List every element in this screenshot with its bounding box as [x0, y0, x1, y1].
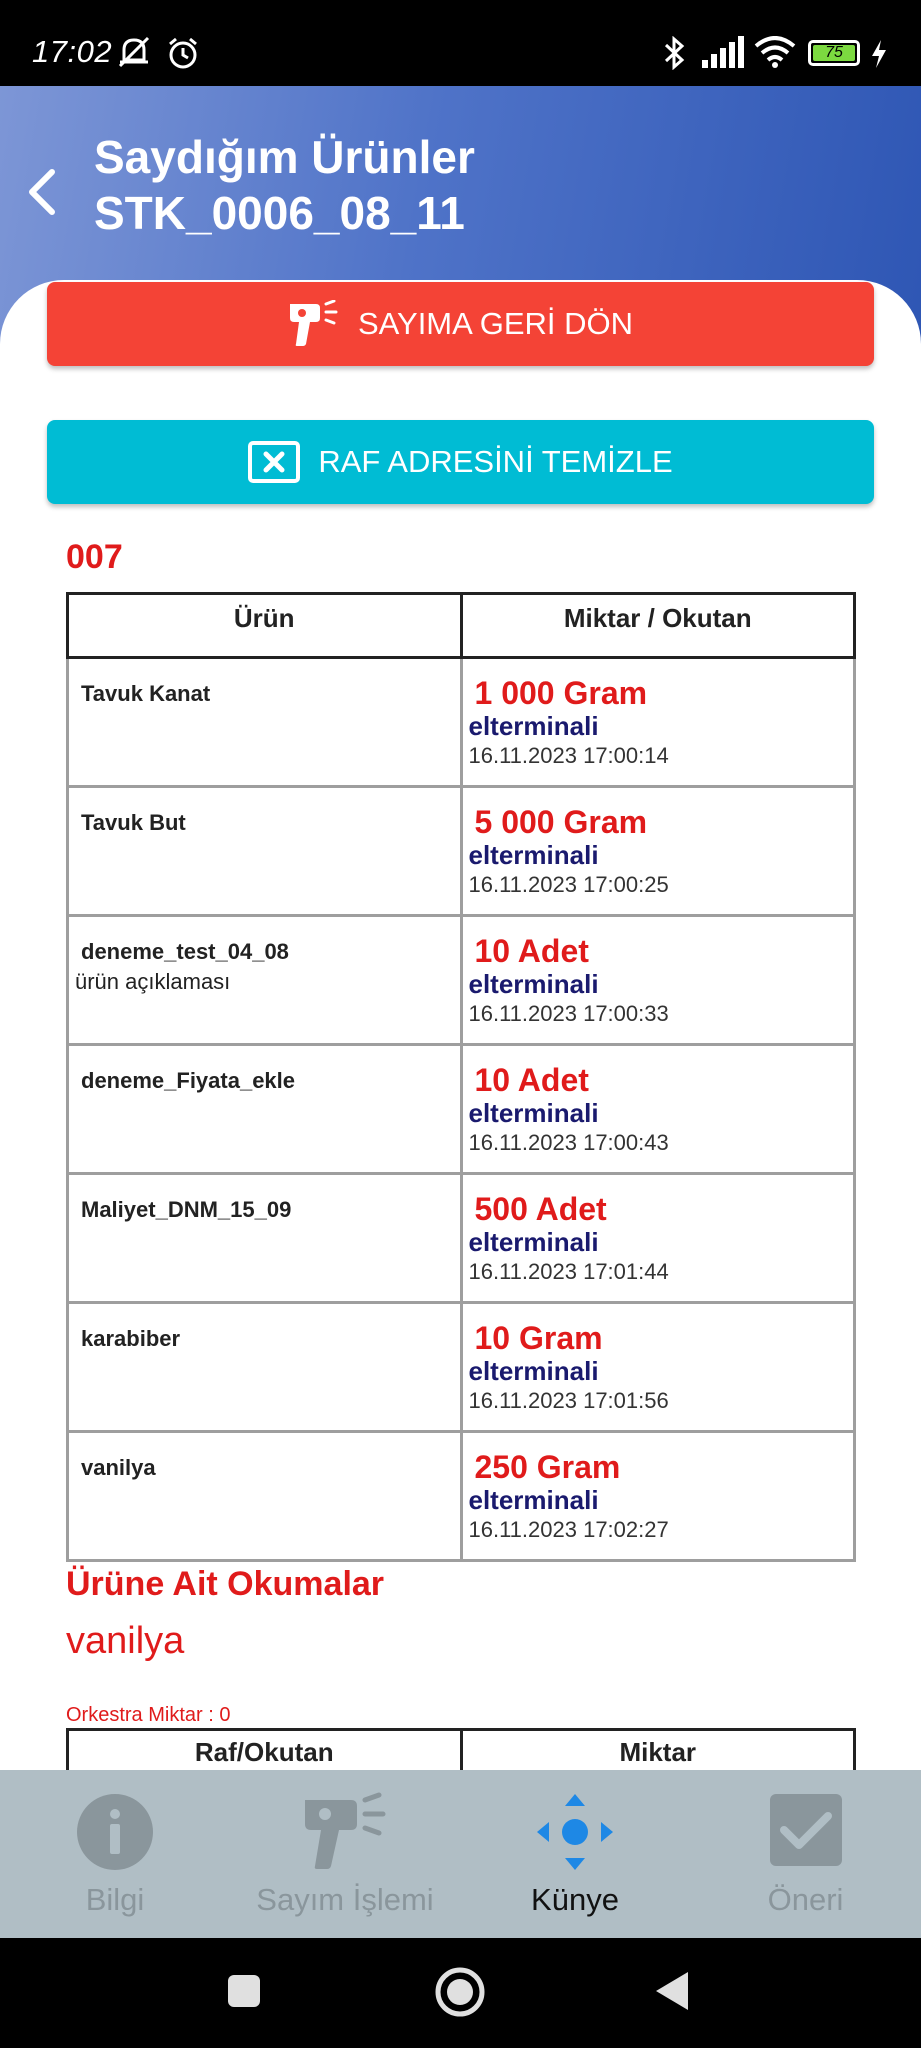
mute-notification-icon — [116, 36, 152, 68]
table-row[interactable] — [68, 1303, 855, 1432]
barcode-scanner-icon — [288, 300, 340, 348]
charging-icon — [870, 40, 888, 68]
system-navigation-bar — [0, 1938, 921, 2048]
nav-item-kunye[interactable] — [460, 1770, 690, 1938]
scan-timestamp: 16.11.2023 17:00:25 — [468, 872, 669, 897]
scanner-user: elterminali — [468, 711, 599, 741]
content-area — [0, 280, 921, 1770]
scan-timestamp: 16.11.2023 17:01:44 — [468, 1259, 669, 1284]
product-cell — [68, 1045, 462, 1174]
close-box-icon — [248, 441, 300, 483]
quantity-cell — [461, 787, 855, 916]
readings-table — [66, 1728, 856, 1770]
back-to-count-label: SAYIMA GERİ DÖN — [357, 306, 634, 341]
count-code: STK_0006_08_11 — [94, 187, 465, 239]
product-cell — [68, 1303, 462, 1432]
quantity-value: 10 Adet — [474, 933, 589, 969]
nav-label-suggestion: Öneri — [767, 1882, 844, 1917]
table-row[interactable] — [68, 658, 855, 787]
clear-shelf-label: RAF ADRESİNİ TEMİZLE — [318, 444, 673, 479]
barcode-scanner-icon — [299, 1792, 391, 1872]
back-to-count-button[interactable] — [47, 282, 874, 366]
chevron-left-icon — [14, 154, 64, 224]
table-row[interactable] — [68, 1174, 855, 1303]
scan-timestamp: 16.11.2023 17:01:56 — [468, 1388, 669, 1413]
table-row[interactable] — [68, 1432, 855, 1561]
column-header-quantity: Miktar / Okutan — [461, 594, 855, 658]
quantity-cell — [461, 1303, 855, 1432]
product-name: vanilya — [81, 1455, 156, 1480]
product-cell — [68, 787, 462, 916]
quantity-cell — [461, 916, 855, 1045]
bottom-navigation — [0, 1770, 921, 1938]
nav-item-count[interactable] — [230, 1770, 460, 1938]
quantity-cell — [461, 658, 855, 787]
scan-timestamp: 16.11.2023 17:00:14 — [468, 743, 669, 768]
scanner-user: elterminali — [468, 1485, 599, 1515]
table-row[interactable] — [68, 1045, 855, 1174]
product-cell — [68, 1174, 462, 1303]
move-arrows-icon — [535, 1792, 615, 1872]
product-name: deneme_test_04_08 — [81, 939, 289, 964]
quantity-value: 1 000 Gram — [474, 675, 648, 711]
alarm-icon — [166, 36, 200, 70]
signal-icon — [700, 36, 746, 68]
nav-label-info: Bilgi — [85, 1882, 145, 1917]
quantity-value: 500 Adet — [474, 1191, 607, 1227]
scanner-user: elterminali — [468, 1227, 599, 1257]
product-cell — [68, 658, 462, 787]
table-row[interactable] — [68, 916, 855, 1045]
quantity-cell — [461, 1432, 855, 1561]
nav-item-info[interactable] — [0, 1770, 230, 1938]
column-header-product: Ürün — [68, 594, 462, 658]
quantity-value: 250 Gram — [474, 1449, 621, 1485]
clear-shelf-button[interactable] — [47, 420, 874, 504]
wifi-icon — [754, 36, 796, 68]
back-button[interactable] — [14, 154, 64, 224]
status-time: 17:02 — [32, 34, 113, 69]
scan-timestamp: 16.11.2023 17:02:27 — [468, 1517, 669, 1542]
battery-level: 75 — [813, 45, 855, 61]
scanner-user: elterminali — [468, 840, 599, 870]
scanner-user: elterminali — [468, 1356, 599, 1386]
quantity-value: 10 Gram — [474, 1320, 603, 1356]
product-cell — [68, 916, 462, 1045]
scan-timestamp: 16.11.2023 17:00:33 — [468, 1001, 669, 1026]
battery-icon — [808, 40, 860, 66]
readings-title: Ürüne Ait Okumalar — [66, 1565, 385, 1603]
shelf-code: 007 — [66, 538, 123, 576]
table-row[interactable] — [68, 787, 855, 916]
scan-timestamp: 16.11.2023 17:00:43 — [468, 1130, 669, 1155]
quantity-value: 5 000 Gram — [474, 804, 648, 840]
product-name: karabiber — [81, 1326, 181, 1351]
product-name: Tavuk But — [81, 810, 186, 835]
scanner-user: elterminali — [468, 1098, 599, 1128]
status-bar — [0, 0, 921, 86]
nav-label-kunye: Künye — [531, 1882, 619, 1917]
column-header-shelf-scanner: Raf/Okutan — [68, 1730, 462, 1771]
column-header-amount: Miktar — [461, 1730, 855, 1771]
info-icon — [75, 1792, 155, 1872]
product-name: Maliyet_DNM_15_09 — [81, 1197, 292, 1222]
recent-apps-icon[interactable] — [226, 1973, 262, 2009]
nav-label-count: Sayım İşlemi — [256, 1882, 434, 1917]
orkestra-quantity: Orkestra Miktar : 0 — [66, 1704, 231, 1726]
page-title: Saydığım Ürünler — [94, 131, 475, 183]
quantity-cell — [461, 1174, 855, 1303]
product-cell — [68, 1432, 462, 1561]
quantity-cell — [461, 1045, 855, 1174]
back-triangle-icon[interactable] — [654, 1970, 692, 2012]
readings-product-name: vanilya — [66, 1620, 185, 1662]
product-name: Tavuk Kanat — [81, 681, 211, 706]
checkbox-icon — [768, 1792, 844, 1868]
bluetooth-icon — [662, 36, 688, 70]
home-icon[interactable] — [434, 1966, 486, 2018]
product-name: deneme_Fiyata_ekle — [81, 1068, 296, 1093]
products-table — [66, 592, 856, 1562]
scanner-user: elterminali — [468, 969, 599, 999]
product-description: ürün açıklaması — [75, 969, 231, 994]
quantity-value: 10 Adet — [474, 1062, 589, 1098]
nav-item-suggestion[interactable] — [690, 1770, 921, 1938]
